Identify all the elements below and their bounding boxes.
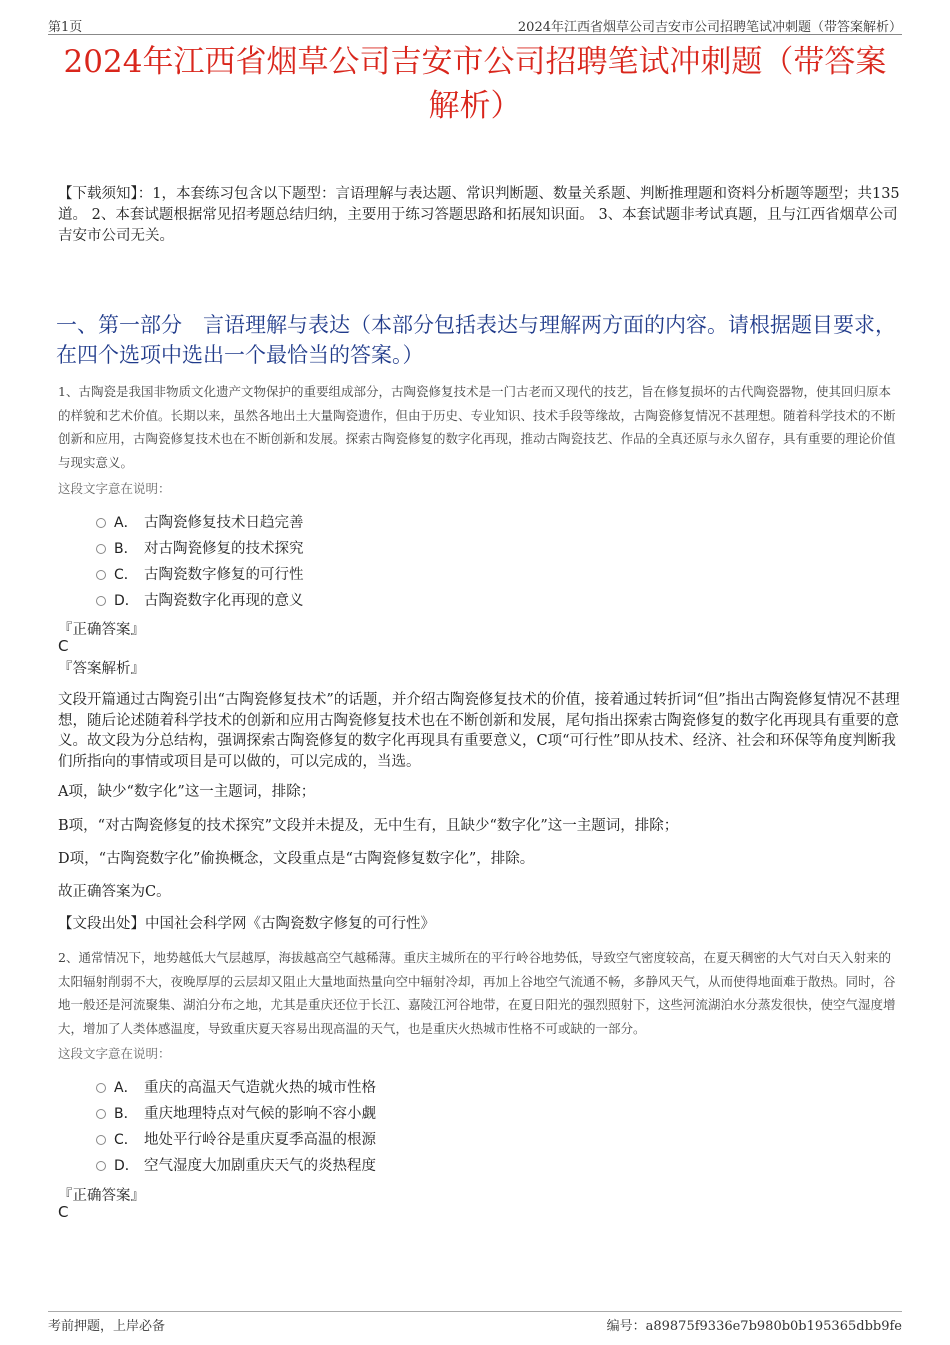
- page-header: [48, 14, 902, 35]
- analysis-label: 『答案解析』: [58, 661, 145, 677]
- radio-icon[interactable]: [96, 570, 106, 580]
- footer-slogan: 考前押题，上岸必备: [48, 1319, 166, 1334]
- page-number: 第1页: [48, 20, 83, 35]
- option-text: 古陶瓷数字化再现的意义: [144, 593, 304, 609]
- option-letter: C．: [114, 567, 138, 583]
- page-footer: [48, 1311, 902, 1332]
- analysis-option-b: B项，“对古陶瓷修复的技术探究”文段并未提及，无中生有，且缺少“数字化”这一主题词，排除；: [58, 818, 679, 834]
- radio-icon[interactable]: [96, 1161, 106, 1171]
- option-letter: D．: [114, 1158, 139, 1174]
- option-letter: C．: [114, 1132, 138, 1148]
- analysis-option-a: A项，缺少“数字化”这一主题词，排除；: [58, 784, 316, 800]
- option-text: 重庆地理特点对气候的影响不容小觑: [144, 1106, 376, 1122]
- analysis-conclusion: 故正确答案为C。: [58, 884, 171, 900]
- option-letter: B．: [114, 1106, 138, 1122]
- option-letter: B．: [114, 541, 138, 557]
- option-letter: A．: [114, 1080, 138, 1096]
- header-doc-title: 2024年江西省烟草公司吉安市公司招聘笔试冲刺题（带答案解析）: [517, 20, 902, 35]
- section-heading: 一、第一部分 言语理解与表达（本部分包括表达与理解两方面的内容。请根据题目要求，在四个选项中选出一个最恰当的答案。）: [56, 313, 896, 367]
- radio-icon[interactable]: [96, 1135, 106, 1145]
- option-letter: A．: [114, 515, 138, 531]
- question-1-stem: 1、古陶瓷是我国非物质文化遗产文物保护的重要组成部分，古陶瓷修复技术是一门古老而又现代的技艺，旨在修复损坏的古代陶瓷器物，使其回归原本的样貌和艺术价值。长期以来，虽然各地出土大量陶瓷遗作，但由于历史、专业知识、技术手段等缘故，古陶瓷修复情况不甚理想。随着科学技术的不断创新和应用，古陶瓷修复技术也在不断创新和发展。探索古陶瓷修复的数字化再现，推动古陶瓷技艺、作品的全真还原与永久留存，具有重要的理论价值与现实意义。: [58, 384, 896, 470]
- correct-answer-label: 『正确答案』: [58, 1188, 145, 1204]
- question-2-stem: 2、通常情况下，地势越低大气层越厚，海拔越高空气越稀薄。重庆主城所在的平行岭谷地势低，导致空气密度较高，在夏天稠密的大气对白天入射来的太阳辐射削弱不大，夜晚厚厚的云层却又阻止大量地面热量向空中辐射冷却，再加上谷地空气流通不畅，多静风天气，从而使得地面难于散热。同时，谷地一般还是河流聚集、湖泊分布之地，尤其是重庆还位于长江、嘉陵江河谷地带，在夏日阳光的强烈照射下，这些河流湖泊水分蒸发很快，使空气湿度增大，增加了人类体感温度，导致重庆夏天容易出现高温的天气，也是重庆火热城市性格不可或缺的一部分。: [58, 950, 896, 1036]
- option-text: 古陶瓷修复技术日趋完善: [144, 515, 304, 531]
- question-2-prompt: 这段文字意在说明：: [58, 1046, 171, 1061]
- footer-serial: 编号：a89875f9336e7b980b0b195365dbb9fe: [606, 1319, 902, 1334]
- correct-answer: C: [58, 637, 69, 655]
- option-text: 古陶瓷数字修复的可行性: [144, 567, 304, 583]
- option-letter: D．: [114, 593, 139, 609]
- radio-icon[interactable]: [96, 544, 106, 554]
- answer-analysis: 文段开篇通过古陶瓷引出“古陶瓷修复技术”的话题，并介绍古陶瓷修复技术的价值，接着通过转折词“但”指出古陶瓷修复情况不甚理想，随后论述随着科学技术的创新和应用古陶瓷修复技术也在不断创新和发展，尾句指出探索古陶瓷修复的数字化再现具有重要的意义。故文段为分总结构，强调探索古陶瓷修复的数字化再现具有重要意义，C项“可行性”即从技术、经济、社会和环保等角度判断我们所指向的事情或项目是可以做的，可以完成的，当选。: [58, 692, 900, 770]
- radio-icon[interactable]: [96, 1109, 106, 1119]
- option-text: 重庆的高温天气造就火热的城市性格: [144, 1080, 376, 1096]
- radio-icon[interactable]: [96, 518, 106, 528]
- download-notice: 【下载须知】：1，本套练习包含以下题型：言语理解与表达题、常识判断题、数量关系题、判断推理题和资料分析题等题型；共135道。 2、本套试题根据常见招考题总结归纳，主要用于练习答题思路和拓展知识面。 3、本套试题非考试真题，且与江西省烟草公司吉安市公司无关。: [58, 186, 900, 244]
- correct-answer-label: 『正确答案』: [58, 622, 145, 638]
- correct-answer: C: [58, 1203, 69, 1221]
- radio-icon[interactable]: [96, 1083, 106, 1093]
- option-text: 空气湿度大加剧重庆天气的炎热程度: [144, 1158, 376, 1174]
- question-1-prompt: 这段文字意在说明：: [58, 481, 171, 496]
- page-title: 2024年江西省烟草公司吉安市公司招聘笔试冲刺题（带答案解析）: [63, 44, 887, 124]
- radio-icon[interactable]: [96, 596, 106, 606]
- option-text: 对古陶瓷修复的技术探究: [144, 541, 304, 557]
- analysis-option-d: D项，“古陶瓷数字化”偷换概念，文段重点是“古陶瓷修复数字化”，排除。: [58, 851, 535, 867]
- text-source: 【文段出处】中国社会科学网《古陶瓷数字修复的可行性》: [58, 916, 435, 932]
- option-text: 地处平行岭谷是重庆夏季高温的根源: [144, 1132, 376, 1148]
